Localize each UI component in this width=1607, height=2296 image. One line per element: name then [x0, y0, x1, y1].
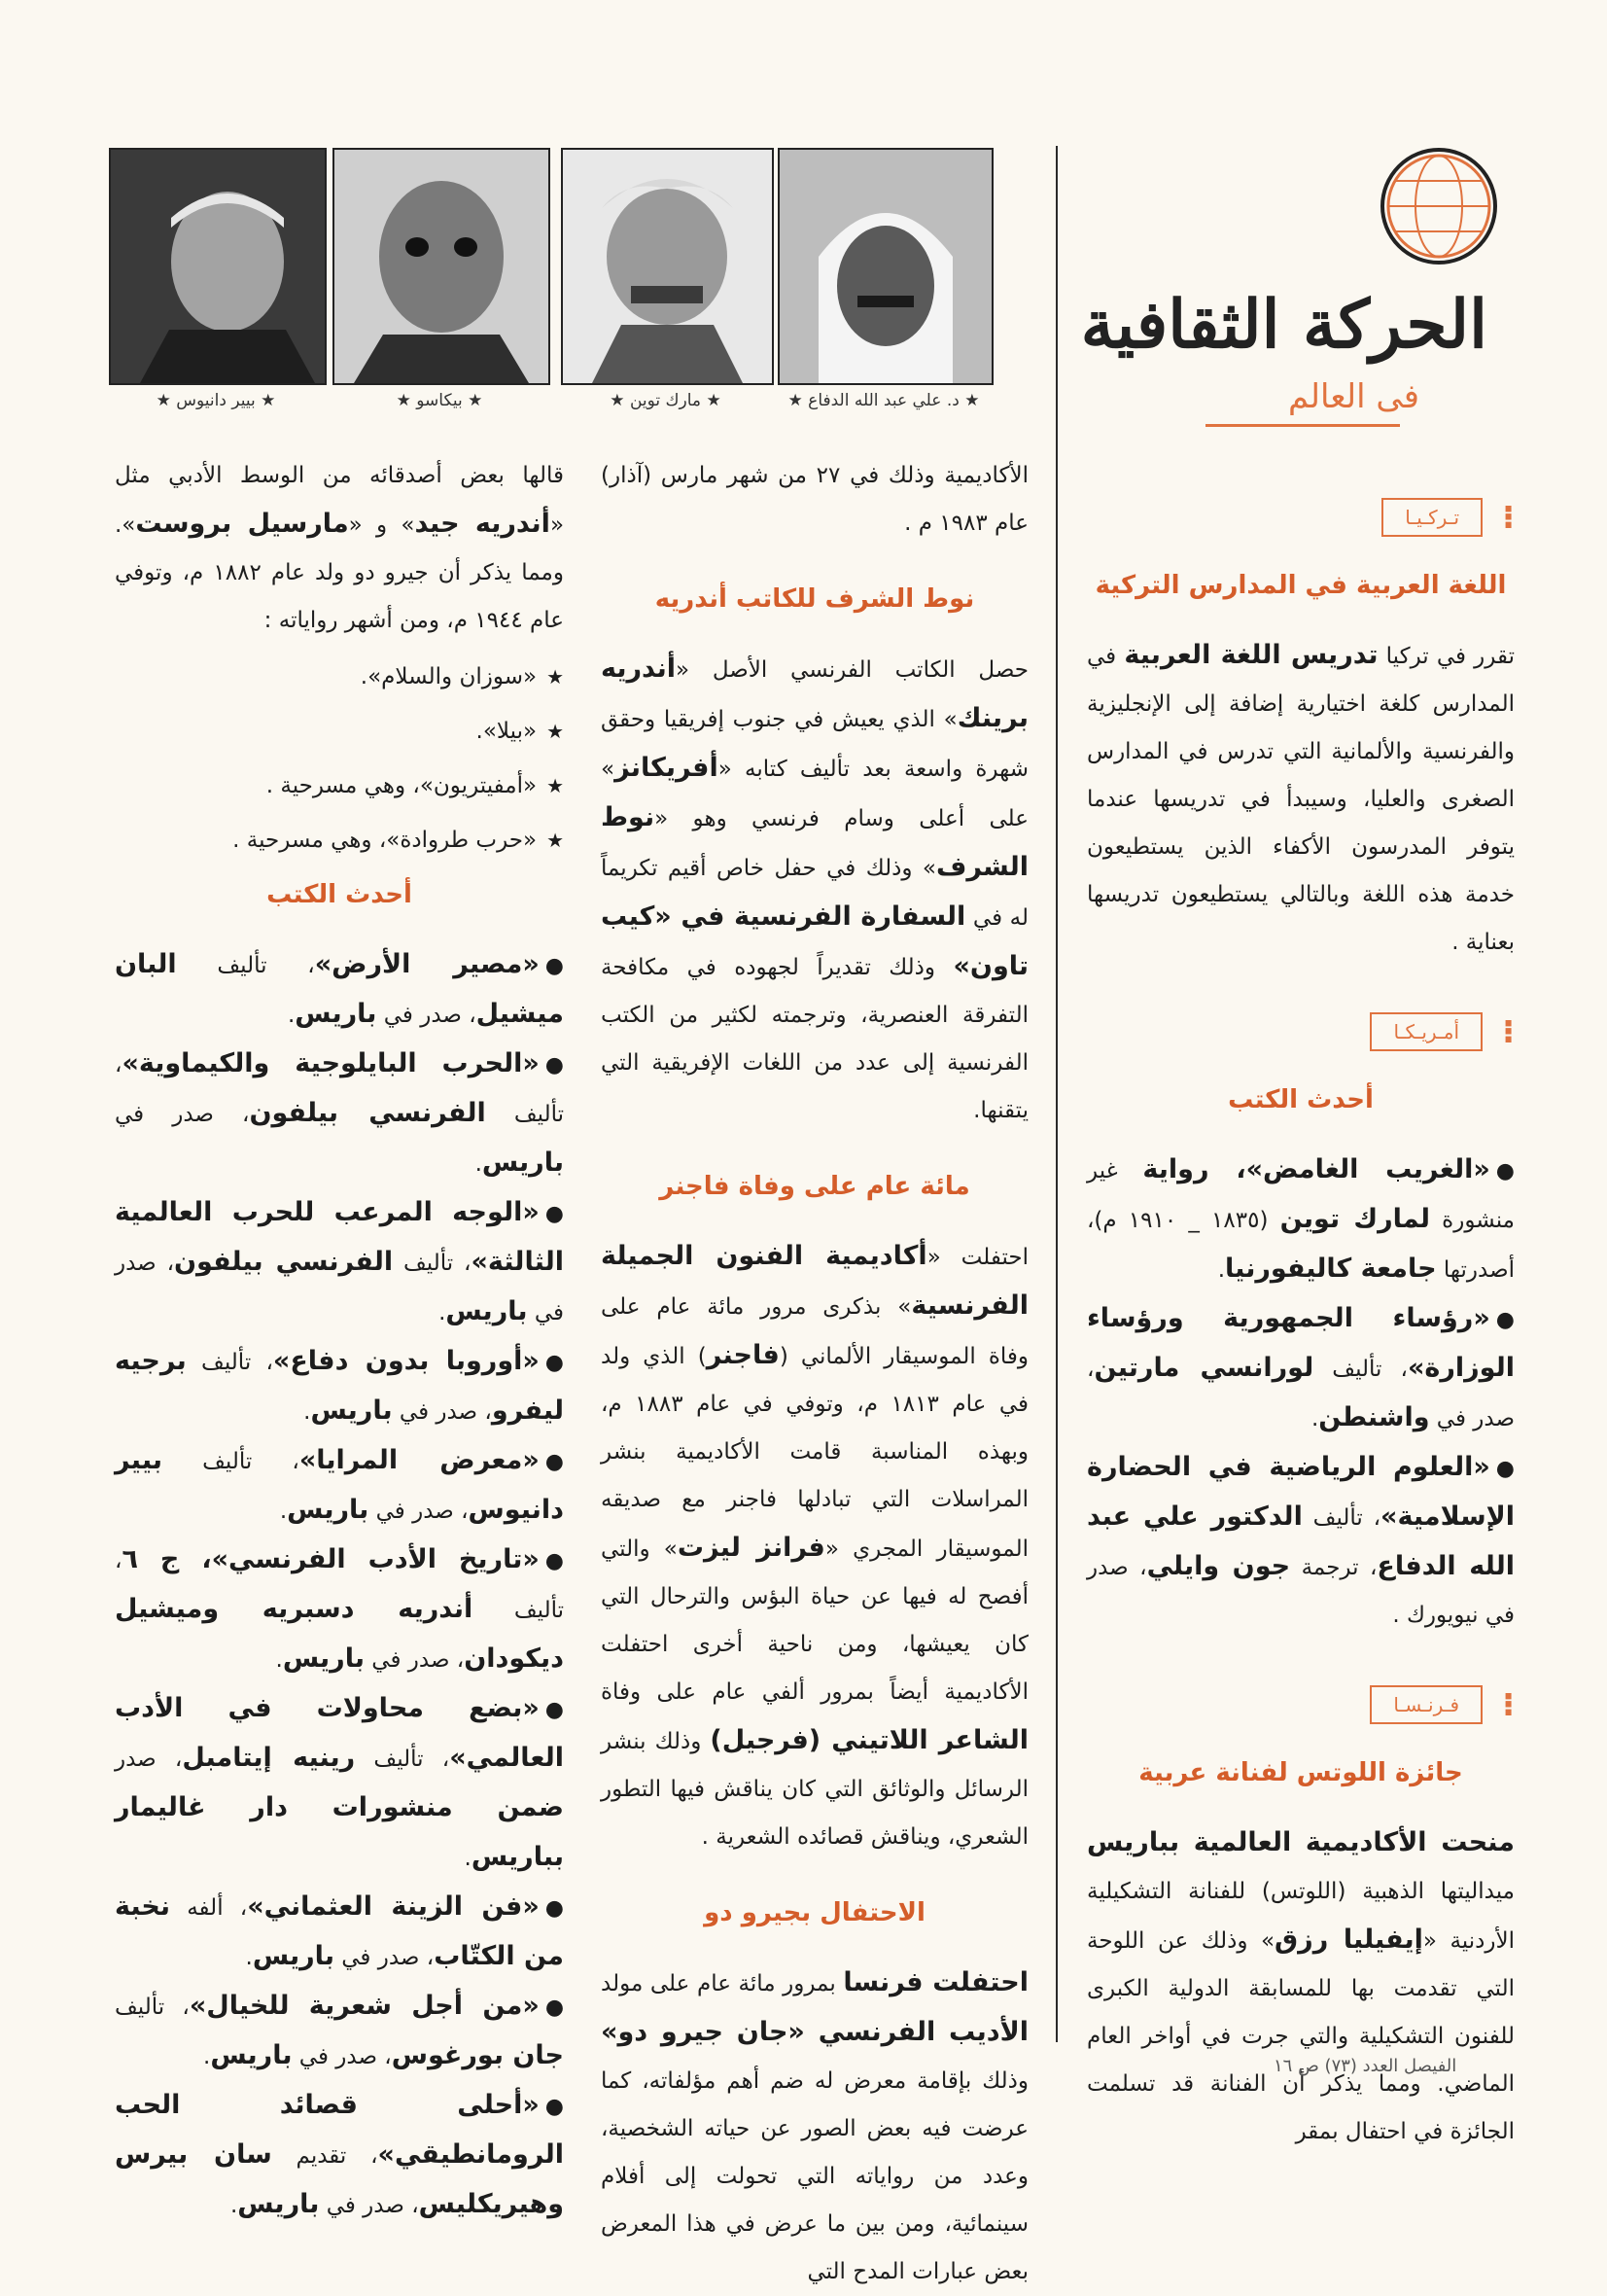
- list-item: ●«الغريب الغامض»، رواية غير منشورة لمارك توين (١٨٣٥ _ ١٩١٠ م)، أصدرتها جامعة كاليفورنيا.: [1087, 1146, 1515, 1294]
- article-body: قالها بعض أصدقائه من الوسط الأدبي مثل «أندريه جيد» و «مارسيل بروست». ومما يذكر أن جيرو دو ولد عام ١٨٨٢ م، وتوفي عام ١٩٤٤ م، ومن أشهر رواياته :: [115, 463, 565, 633]
- photo-caption: ★ مارك توين ★: [610, 391, 721, 410]
- article-body: تقرر في تركيا تدريس اللغة العربية في المدارس كلغة اختيارية إضافة إلى الإنجليزية والفرنسية والألمانية التي تدرس في المدارس الصغرى والعليا، وسيبدأ في تدريسها عندما يتوفر المدرسون الأكفاء الذين يستطيعون خدمة هذه اللغة وبالتالي يستطيعون تدريسها بعناية .: [1087, 640, 1516, 955]
- bullet-icon: ●: [544, 1996, 565, 2020]
- bullet-icon: ●: [1495, 1159, 1515, 1183]
- ornament-icon: ⁝: [1502, 1012, 1515, 1051]
- section-heading: أحدث الكتب: [266, 880, 412, 909]
- article-continuation: الأكاديمية وذلك في ٢٧ من شهر مارس (آذار) عام ١٩٨٣ م .: [601, 463, 1029, 536]
- star-icon: ★: [546, 774, 564, 797]
- globe-icon: [1371, 146, 1507, 272]
- masthead-title: الحركة الثقافية: [1080, 286, 1487, 364]
- photo-caption: ★ د. علي عبد الله الدفاع ★: [787, 391, 980, 410]
- middle-column: [601, 452, 1029, 2296]
- bullet-icon: ●: [544, 1053, 564, 1077]
- portrait-photo-dafaa: [778, 148, 994, 385]
- right-column: [1087, 491, 1515, 2156]
- bullet-icon: ●: [1495, 1457, 1515, 1481]
- country-tag-row: [1087, 1678, 1515, 1731]
- article-body: احتفلت «أكاديمية الفنون الجميلة الفرنسية» بذكرى مرور مائة عام على وفاة الموسيقار الألماني (فاجنر) الذي ولد في عام ١٨١٣ م، وتوفي في عام ١٨٨٣ م، وبهذه المناسبة قامت الأكاديمية بنشر المراسلات التي تبادلها فاجنر مع صديقه الموسيقار المجري «فرانز ليزت» والتي أفصح له فيها عن حياة البؤس والترحال التي كان يعيشها، ومن ناحية أخرى احتفلت الأكاديمية أيضاً بمرور ألفي عام على وفاة الشاعر اللاتيني (فرجيل) وذلك بنشر الرسائل والوثائق التي كان يناقش فيها التطور الشعري، ويناقش قصائده الشعرية .: [601, 1241, 1030, 1850]
- list-item: ●«العلوم الرياضية في الحضارة الإسلامية»، تأليف الدكتور علي عبد الله الدفاع، ترجمة جون وايلي، صدر في نيويورك .: [1087, 1443, 1515, 1640]
- list-item: ●«أحلى قصائد الحب الرومانطيقي»، تقديم سان بيرس وهيريكليس، صدر في باريس.: [115, 2081, 564, 2230]
- bullet-icon: ●: [1495, 1308, 1515, 1332]
- section-heading: اللغة العربية في المدارس التركية: [1095, 571, 1507, 600]
- star-icon: ★: [546, 829, 564, 852]
- portrait-photo-picasso: [332, 148, 550, 385]
- country-tag-row: [1087, 1006, 1515, 1058]
- section-heading: الاحتفال بجيرو دو: [704, 1898, 926, 1927]
- masthead-underline: [1205, 424, 1400, 427]
- bullet-icon: ●: [544, 954, 564, 978]
- column-divider: [1056, 146, 1058, 2042]
- left-column: [115, 452, 564, 2230]
- list-item: ●«بضع محاولات في الأدب العالمي»، تأليف رينيه إيتامبل، صدر ضمن منشورات دار غاليمار بباريس.: [115, 1684, 564, 1883]
- country-tag-america: أمـريـكـا: [1370, 1012, 1483, 1051]
- bullet-icon: ●: [544, 1351, 564, 1375]
- portrait-photo-danios: [109, 148, 327, 385]
- country-tag-turkey: تـركـيـا: [1381, 498, 1483, 537]
- list-item: ●«من أجل شعرية للخيال»، تأليف جان بورغوس، صدر في باريس.: [115, 1982, 564, 2081]
- section-heading: أحدث الكتب: [1228, 1085, 1374, 1114]
- list-item: ★«أمفيتريون»، وهي مسرحية .: [265, 773, 564, 798]
- country-tag-france: فـرنـسـا: [1370, 1685, 1483, 1724]
- masthead: [1079, 136, 1526, 447]
- bullet-icon: ●: [544, 1450, 564, 1474]
- country-tag-row: [1087, 491, 1515, 544]
- list-item: ●«أوروبا بدون دفاع»، تأليف برجيه ليفرو، صدر في باريس.: [115, 1337, 564, 1436]
- bullet-icon: ●: [544, 1698, 564, 1722]
- masthead-subtitle: فى العالم: [1288, 377, 1419, 416]
- ornament-icon: ⁝: [1502, 498, 1515, 537]
- article-body: منحت الأكاديمية العالمية بباريس ميداليتها الذهبية (اللوتس) للفنانة التشكيلية الأردنية «إيفيليا رزق» وذلك عن اللوحة التي تقدمت بها للمسابقة الدولية الكبرى للفنون التشكيلية والتي جرت في أواخر العام الماضي. ومما يذكر أن الفنانة قد تسلمت الجائزة في احتفال بمقر: [1087, 1827, 1516, 2144]
- section-heading: جائزة اللوتس لفنانة عربية: [1138, 1758, 1463, 1787]
- photo-caption: ★ بيير دانيوس ★: [156, 391, 276, 410]
- article-body: حصل الكاتب الفرنسي الأصل «أندريه برينك» الذي يعيش في جنوب إفريقيا وحقق شهرة واسعة بعد تأليف كتابه «أفريكانز» على أعلى وسام فرنسي وهو «نوط الشرف» وذلك في حفل خاص أقيم تكريماً له في السفارة الفرنسية في «كيب تاون» وذلك تقديراً لجهوده في مكافحة التفرقة العنصرية، وترجمته لكثير من الكتب الفرنسية إلى عدد من اللغات الإفريقية التي يتقنها.: [601, 653, 1029, 1123]
- portrait-photo-twain: [561, 148, 774, 385]
- list-item: ●«مصير الأرض»، تأليف البان ميشيل، صدر في باريس.: [115, 940, 564, 1040]
- list-item: ●«رؤساء الجمهورية ورؤساء الوزارة»، تأليف لورانسي مارتين، صدر في واشنطن.: [1087, 1294, 1515, 1443]
- list-item: ●«تاريخ الأدب الفرنسي»، ج ٦، تأليف أندريه دسبريه وميشيل ديكودان، صدر في باريس.: [115, 1536, 564, 1684]
- page-footer: الفيصل العدد (٧٣) ص ١٦: [1274, 2056, 1457, 2076]
- section-heading: نوط الشرف للكاتب أندريه: [654, 584, 975, 614]
- list-item: ★«بيلا».: [475, 719, 564, 744]
- list-item: ●«الحرب البايلوجية والكيماوية»، تأليف الفرنسي بيلفون، صدر في باريس.: [115, 1040, 564, 1188]
- star-icon: ★: [546, 720, 564, 743]
- bullet-icon: ●: [544, 1549, 564, 1573]
- article-body: احتفلت فرنسا بمرور مائة عام على مولد الأديب الفرنسي «جان جيرو دو» وذلك بإقامة معرض له ضم أهم مؤلفاته، كما عرضت فيه بعض الصور عن حياته الشخصية، وعدد من رواياته التي تحولت إلى أفلام سينمائية، ومن بين ما عرض في هذا المعرض بعض عبارات المدح التي: [601, 1967, 1029, 2284]
- section-heading: مائة عام على وفاة فاجنر: [659, 1172, 970, 1201]
- list-item: ●«معرض المرايا»، تأليف بيير دانيوس، صدر في باريس.: [115, 1436, 564, 1536]
- novels-list: [115, 654, 564, 863]
- bullet-icon: ●: [544, 2095, 564, 2119]
- bullet-icon: ●: [544, 1202, 564, 1226]
- list-item: ●«الوجه المرعب للحرب العالمية الثالثة»، تأليف الفرنسي بيلفون، صدر في باريس.: [115, 1188, 564, 1337]
- ornament-icon: ⁝: [1502, 1685, 1515, 1724]
- star-icon: ★: [546, 665, 564, 689]
- list-item: ★«حرب طروادة»، وهي مسرحية .: [232, 828, 564, 853]
- bullet-icon: ●: [544, 1896, 564, 1921]
- list-item: ★«سوزان والسلام».: [360, 664, 564, 689]
- photo-caption: ★ بيكاسو ★: [396, 391, 483, 410]
- list-item: ●«فن الزينة العثماني»، ألفه نخبة من الكتّاب، صدر في باريس.: [115, 1883, 564, 1982]
